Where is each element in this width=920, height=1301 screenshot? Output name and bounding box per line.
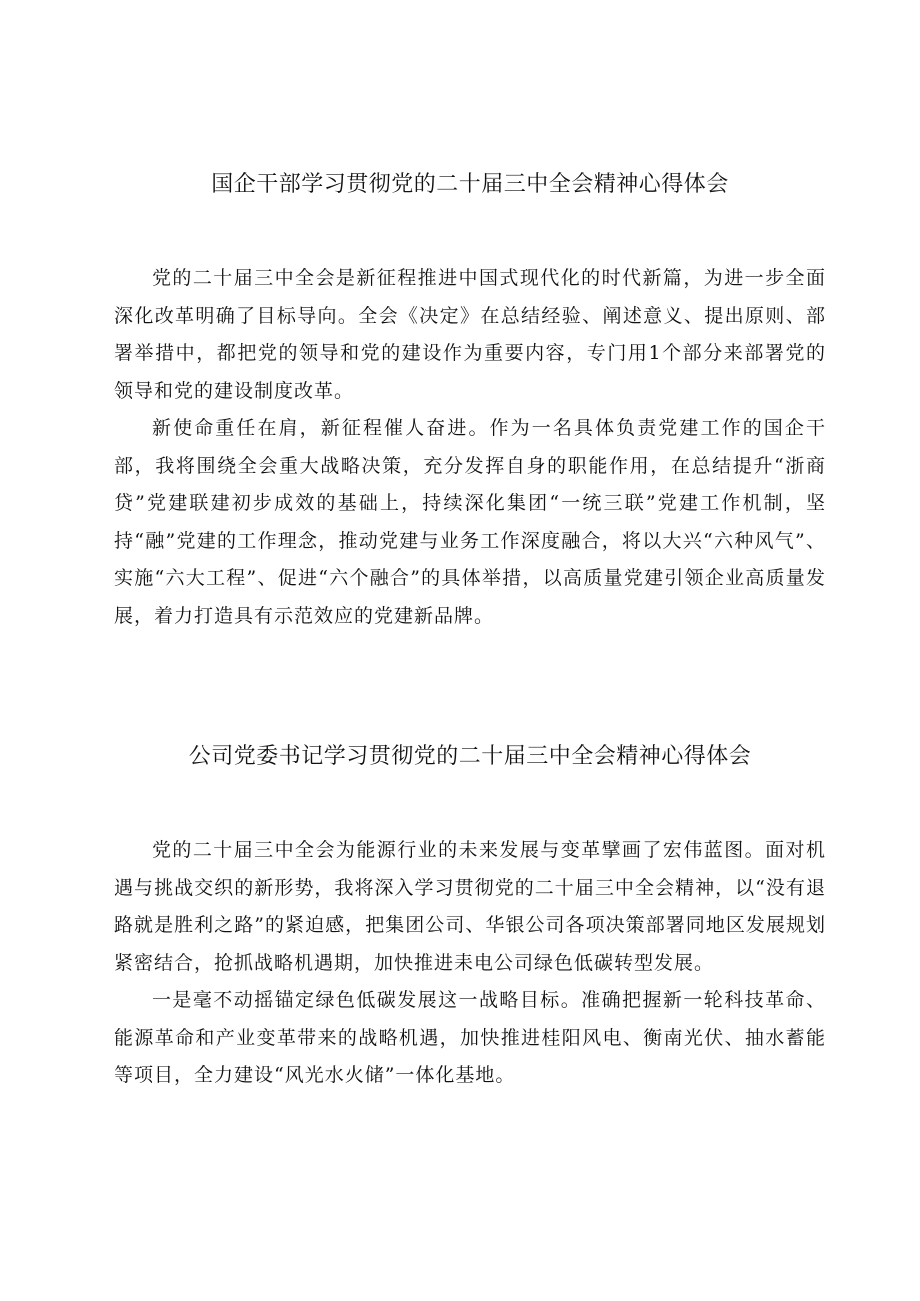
body-paragraph: 党的二十届三中全会是新征程推进中国式现代化的时代新篇，为进一步全面深化改革明确了目标导向。全会《决定》在总结经验、阐述意义、提出原则、部署举措中，都把党的领导和党的建设作为重要内容，专门用1个部分来部署党的领导和党的建设制度改革。 bbox=[114, 267, 826, 402]
body-paragraph: 党的二十届三中全会为能源行业的未来发展与变革擘画了宏伟蓝图。面对机遇与挑战交织的新形势，我将深入学习贯彻党的二十届三中全会精神，以“没有退路就是胜利之路”的紧迫感，把集团公司、华银公司各项决策部署同地区发展规划紧密结合，抢抓战略机遇期，加快推进耒电公司绿色低碳转型发展。 bbox=[114, 839, 826, 974]
article-title-1: 国企干部学习贯彻党的二十届三中全会精神心得体会 bbox=[211, 172, 729, 197]
article-title-2: 公司党委书记学习贯彻党的二十届三中全会精神心得体会 bbox=[188, 744, 752, 769]
article-body-2 bbox=[114, 832, 826, 1095]
body-paragraph: 一是毫不动摇锚定绿色低碳发展这一战略目标。准确把握新一轮科技革命、能源革命和产业变革带来的战略机遇，加快推进桂阳风电、衡南光伏、抽水蓄能等项目，全力建设“风光水火储”一体化基地。 bbox=[114, 989, 826, 1086]
article-body-1 bbox=[114, 260, 826, 635]
body-paragraph: 新使命重任在肩，新征程催人奋进。作为一名具体负责党建工作的国企干部，我将围绕全会重大战略决策，充分发挥自身的职能作用，在总结提升“浙商贷”党建联建初步成效的基础上，持续深化集团“一统三联”党建工作机制，坚持“融”党建的工作理念，推动党建与业务工作深度融合，将以大兴“六种风气”、实施“六大工程”、促进“六个融合”的具体举措，以高质量党建引领企业高质量发展，着力打造具有示范效应的党建新品牌。 bbox=[114, 417, 826, 627]
article-section-1 bbox=[114, 168, 826, 635]
article-section-2 bbox=[114, 740, 826, 1095]
